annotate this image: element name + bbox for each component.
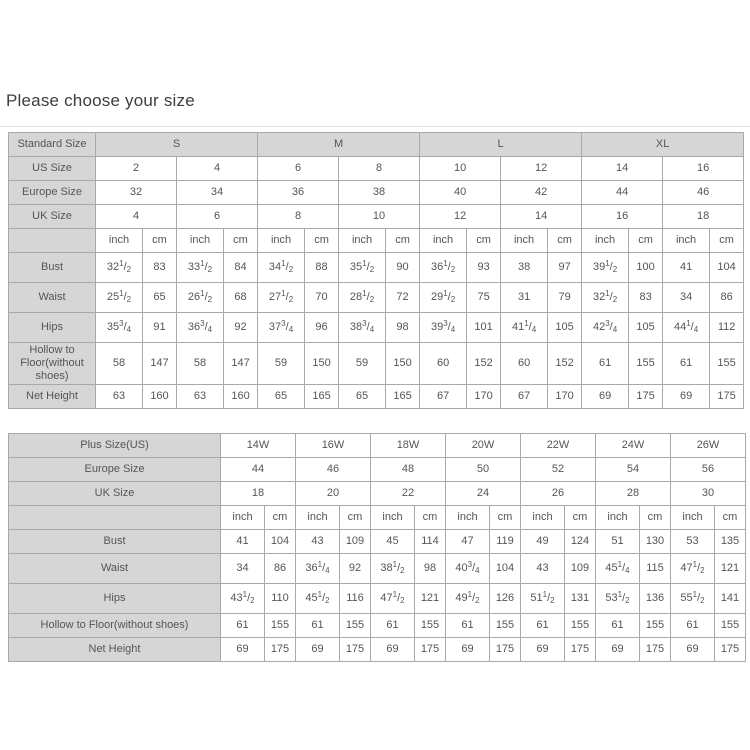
measure-inch-cell: 34 <box>663 283 710 313</box>
row-label-cell: Bust <box>9 530 221 554</box>
measure-cm-cell: 147 <box>224 343 258 385</box>
measure-inch-cell: $35^1/_2$ <box>339 253 386 283</box>
row-label-cell: Hollow to Floor(without shoes) <box>9 614 221 638</box>
unit-inch-cell: inch <box>671 506 715 530</box>
measure-cm-cell: 68 <box>224 283 258 313</box>
unit-cm-cell: cm <box>386 229 420 253</box>
measure-cm-cell: 135 <box>715 530 746 554</box>
size-value-cell: 46 <box>663 181 744 205</box>
measure-cm-cell: 165 <box>305 385 339 409</box>
measure-cm-cell: 79 <box>548 283 582 313</box>
row-label-cell: Plus Size(US) <box>9 434 221 458</box>
standard-size-table <box>8 132 744 409</box>
unit-header-row <box>9 506 746 530</box>
measure-cm-cell: 175 <box>640 638 671 662</box>
measure-row <box>9 554 746 584</box>
measure-cm-cell: 175 <box>340 638 371 662</box>
measure-cm-cell: 96 <box>305 313 339 343</box>
measure-inch-cell: $29^1/_2$ <box>420 283 467 313</box>
unit-cm-cell: cm <box>548 229 582 253</box>
measure-cm-cell: 155 <box>715 614 746 638</box>
measure-inch-cell: 61 <box>296 614 340 638</box>
measure-inch-cell: $41^1/_4$ <box>501 313 548 343</box>
size-row <box>9 482 746 506</box>
measure-inch-cell: $45^1/_4$ <box>596 554 640 584</box>
measure-cm-cell: 115 <box>640 554 671 584</box>
size-value-cell: 44 <box>582 181 663 205</box>
size-value-cell: 18 <box>663 205 744 229</box>
unit-cm-cell: cm <box>490 506 521 530</box>
size-group-cell: S <box>96 133 258 157</box>
measure-cm-cell: 131 <box>565 584 596 614</box>
measure-inch-cell: $43^1/_2$ <box>221 584 265 614</box>
unit-cm-cell: cm <box>340 506 371 530</box>
size-value-cell: 50 <box>446 458 521 482</box>
row-label-cell: Bust <box>9 253 96 283</box>
measure-cm-cell: 175 <box>710 385 744 409</box>
measure-inch-cell: 61 <box>671 614 715 638</box>
measure-inch-cell: 60 <box>501 343 548 385</box>
row-label-cell: Hips <box>9 313 96 343</box>
row-label-cell: Hips <box>9 584 221 614</box>
size-value-cell: 24W <box>596 434 671 458</box>
measure-cm-cell: 130 <box>640 530 671 554</box>
measure-cm-cell: 97 <box>548 253 582 283</box>
measure-row <box>9 313 744 343</box>
measure-cm-cell: 83 <box>629 283 663 313</box>
size-value-cell: 22W <box>521 434 596 458</box>
measure-cm-cell: 110 <box>265 584 296 614</box>
measure-inch-cell: 31 <box>501 283 548 313</box>
measure-cm-cell: 124 <box>565 530 596 554</box>
measure-cm-cell: 101 <box>467 313 501 343</box>
unit-inch-cell: inch <box>371 506 415 530</box>
size-value-cell: 46 <box>296 458 371 482</box>
row-label-cell: Net Height <box>9 638 221 662</box>
size-value-cell: 12 <box>420 205 501 229</box>
measure-cm-cell: 155 <box>415 614 446 638</box>
size-value-cell: 56 <box>671 458 746 482</box>
measure-inch-cell: 61 <box>521 614 565 638</box>
unit-inch-cell: inch <box>521 506 565 530</box>
measure-inch-cell: 47 <box>446 530 490 554</box>
size-value-cell: 52 <box>521 458 596 482</box>
measure-inch-cell: $34^1/_2$ <box>258 253 305 283</box>
measure-inch-cell: $39^3/_4$ <box>420 313 467 343</box>
measure-cm-cell: 114 <box>415 530 446 554</box>
size-row <box>9 181 744 205</box>
measure-inch-cell: 45 <box>371 530 415 554</box>
size-value-cell: 28 <box>596 482 671 506</box>
measure-cm-cell: 155 <box>640 614 671 638</box>
row-label-cell: Waist <box>9 283 96 313</box>
measure-row <box>9 343 744 385</box>
measure-cm-cell: 175 <box>415 638 446 662</box>
measure-cm-cell: 160 <box>143 385 177 409</box>
measure-inch-cell: 61 <box>221 614 265 638</box>
size-value-cell: 4 <box>96 205 177 229</box>
size-value-cell: 44 <box>221 458 296 482</box>
measure-cm-cell: 92 <box>224 313 258 343</box>
size-value-cell: 26 <box>521 482 596 506</box>
measure-inch-cell: 65 <box>258 385 305 409</box>
measure-inch-cell: $44^1/_4$ <box>663 313 710 343</box>
measure-cm-cell: 98 <box>386 313 420 343</box>
measure-cm-cell: 175 <box>629 385 663 409</box>
measure-inch-cell: 41 <box>221 530 265 554</box>
measure-cm-cell: 170 <box>548 385 582 409</box>
measure-inch-cell: $26^1/_2$ <box>177 283 224 313</box>
measure-cm-cell: 155 <box>340 614 371 638</box>
size-row <box>9 434 746 458</box>
measure-cm-cell: 141 <box>715 584 746 614</box>
size-row <box>9 205 744 229</box>
size-group-cell: M <box>258 133 420 157</box>
measure-row <box>9 253 744 283</box>
measure-cm-cell: 105 <box>548 313 582 343</box>
row-label-cell: Net Height <box>9 385 96 409</box>
measure-inch-cell: 43 <box>296 530 340 554</box>
measure-inch-cell: 69 <box>521 638 565 662</box>
measure-inch-cell: 67 <box>420 385 467 409</box>
corner-cell: Standard Size <box>9 133 96 157</box>
size-value-cell: 54 <box>596 458 671 482</box>
measure-inch-cell: $25^1/_2$ <box>96 283 143 313</box>
unit-cm-cell: cm <box>305 229 339 253</box>
unit-header-row <box>9 229 744 253</box>
size-row <box>9 157 744 181</box>
measure-inch-cell: $39^1/_2$ <box>582 253 629 283</box>
size-value-cell: 40 <box>420 181 501 205</box>
measure-inch-cell: $40^3/_4$ <box>446 554 490 584</box>
measure-inch-cell: $38^1/_2$ <box>371 554 415 584</box>
measure-inch-cell: 69 <box>446 638 490 662</box>
size-value-cell: 20W <box>446 434 521 458</box>
row-label-cell: US Size <box>9 157 96 181</box>
row-label-cell: Europe Size <box>9 458 221 482</box>
measure-inch-cell: 69 <box>671 638 715 662</box>
size-value-cell: 20 <box>296 482 371 506</box>
size-value-cell: 34 <box>177 181 258 205</box>
measure-inch-cell: $51^1/_2$ <box>521 584 565 614</box>
size-value-cell: 6 <box>177 205 258 229</box>
size-value-cell: 24 <box>446 482 521 506</box>
unit-cm-cell: cm <box>710 229 744 253</box>
measure-cm-cell: 175 <box>265 638 296 662</box>
size-group-header-row <box>9 133 744 157</box>
measure-cm-cell: 70 <box>305 283 339 313</box>
size-group-cell: L <box>420 133 582 157</box>
size-value-cell: 48 <box>371 458 446 482</box>
measure-cm-cell: 86 <box>265 554 296 584</box>
measure-cm-cell: 175 <box>715 638 746 662</box>
measure-inch-cell: $37^3/_4$ <box>258 313 305 343</box>
measure-inch-cell: 69 <box>296 638 340 662</box>
measure-cm-cell: 152 <box>548 343 582 385</box>
measure-row <box>9 530 746 554</box>
measure-cm-cell: 109 <box>565 554 596 584</box>
measure-cm-cell: 155 <box>565 614 596 638</box>
measure-inch-cell: $38^3/_4$ <box>339 313 386 343</box>
measure-row <box>9 385 744 409</box>
size-value-cell: 38 <box>339 181 420 205</box>
measure-inch-cell: $32^1/_2$ <box>582 283 629 313</box>
measure-cm-cell: 65 <box>143 283 177 313</box>
unit-cm-cell: cm <box>415 506 446 530</box>
measure-inch-cell: $36^1/_4$ <box>296 554 340 584</box>
unit-inch-cell: inch <box>258 229 305 253</box>
measure-inch-cell: $49^1/_2$ <box>446 584 490 614</box>
measure-inch-cell: $36^1/_2$ <box>420 253 467 283</box>
measure-cm-cell: 104 <box>710 253 744 283</box>
unit-cm-cell: cm <box>640 506 671 530</box>
measure-cm-cell: 121 <box>415 584 446 614</box>
unit-corner-cell <box>9 506 221 530</box>
measure-cm-cell: 84 <box>224 253 258 283</box>
row-label-cell: UK Size <box>9 482 221 506</box>
measure-cm-cell: 98 <box>415 554 446 584</box>
measure-row <box>9 283 744 313</box>
measure-cm-cell: 105 <box>629 313 663 343</box>
measure-cm-cell: 86 <box>710 283 744 313</box>
measure-inch-cell: 58 <box>96 343 143 385</box>
unit-inch-cell: inch <box>582 229 629 253</box>
size-value-cell: 10 <box>420 157 501 181</box>
size-value-cell: 36 <box>258 181 339 205</box>
measure-inch-cell: $47^1/_2$ <box>371 584 415 614</box>
unit-cm-cell: cm <box>224 229 258 253</box>
measure-inch-cell: $27^1/_2$ <box>258 283 305 313</box>
unit-inch-cell: inch <box>663 229 710 253</box>
measure-cm-cell: 150 <box>386 343 420 385</box>
measure-row <box>9 638 746 662</box>
measure-inch-cell: $47^1/_2$ <box>671 554 715 584</box>
unit-inch-cell: inch <box>446 506 490 530</box>
measure-inch-cell: 58 <box>177 343 224 385</box>
measure-inch-cell: 69 <box>582 385 629 409</box>
measure-cm-cell: 155 <box>490 614 521 638</box>
measure-cm-cell: 119 <box>490 530 521 554</box>
unit-cm-cell: cm <box>467 229 501 253</box>
measure-inch-cell: $32^1/_2$ <box>96 253 143 283</box>
row-label-cell: Waist <box>9 554 221 584</box>
measure-inch-cell: 53 <box>671 530 715 554</box>
unit-cm-cell: cm <box>143 229 177 253</box>
unit-inch-cell: inch <box>420 229 467 253</box>
measure-inch-cell: $55^1/_2$ <box>671 584 715 614</box>
measure-cm-cell: 104 <box>265 530 296 554</box>
measure-cm-cell: 170 <box>467 385 501 409</box>
measure-cm-cell: 175 <box>490 638 521 662</box>
measure-cm-cell: 90 <box>386 253 420 283</box>
measure-row <box>9 584 746 614</box>
measure-cm-cell: 175 <box>565 638 596 662</box>
size-value-cell: 4 <box>177 157 258 181</box>
title-divider <box>0 126 750 127</box>
measure-inch-cell: 69 <box>596 638 640 662</box>
measure-cm-cell: 150 <box>305 343 339 385</box>
row-label-cell: Europe Size <box>9 181 96 205</box>
size-value-cell: 18W <box>371 434 446 458</box>
unit-inch-cell: inch <box>221 506 265 530</box>
measure-inch-cell: 61 <box>596 614 640 638</box>
unit-corner-cell <box>9 229 96 253</box>
measure-cm-cell: 126 <box>490 584 521 614</box>
size-value-cell: 42 <box>501 181 582 205</box>
size-value-cell: 14W <box>221 434 296 458</box>
measure-cm-cell: 165 <box>386 385 420 409</box>
size-value-cell: 2 <box>96 157 177 181</box>
unit-inch-cell: inch <box>296 506 340 530</box>
measure-inch-cell: 65 <box>339 385 386 409</box>
measure-inch-cell: 38 <box>501 253 548 283</box>
unit-cm-cell: cm <box>715 506 746 530</box>
measure-inch-cell: $42^3/_4$ <box>582 313 629 343</box>
measure-cm-cell: 152 <box>467 343 501 385</box>
measure-inch-cell: 61 <box>582 343 629 385</box>
measure-inch-cell: 49 <box>521 530 565 554</box>
measure-inch-cell: 67 <box>501 385 548 409</box>
measure-inch-cell: 69 <box>663 385 710 409</box>
measure-cm-cell: 91 <box>143 313 177 343</box>
measure-inch-cell: 59 <box>258 343 305 385</box>
measure-cm-cell: 100 <box>629 253 663 283</box>
size-group-cell: XL <box>582 133 744 157</box>
measure-inch-cell: 51 <box>596 530 640 554</box>
measure-cm-cell: 72 <box>386 283 420 313</box>
measure-inch-cell: 63 <box>177 385 224 409</box>
measure-cm-cell: 155 <box>710 343 744 385</box>
measure-cm-cell: 116 <box>340 584 371 614</box>
size-row <box>9 458 746 482</box>
size-value-cell: 16W <box>296 434 371 458</box>
size-value-cell: 14 <box>582 157 663 181</box>
measure-cm-cell: 155 <box>265 614 296 638</box>
size-value-cell: 30 <box>671 482 746 506</box>
measure-cm-cell: 160 <box>224 385 258 409</box>
measure-cm-cell: 75 <box>467 283 501 313</box>
measure-inch-cell: $36^3/_4$ <box>177 313 224 343</box>
measure-inch-cell: 34 <box>221 554 265 584</box>
row-label-cell: UK Size <box>9 205 96 229</box>
size-value-cell: 10 <box>339 205 420 229</box>
unit-inch-cell: inch <box>501 229 548 253</box>
size-value-cell: 18 <box>221 482 296 506</box>
size-value-cell: 32 <box>96 181 177 205</box>
measure-cm-cell: 93 <box>467 253 501 283</box>
measure-inch-cell: 61 <box>663 343 710 385</box>
size-value-cell: 16 <box>582 205 663 229</box>
measure-cm-cell: 88 <box>305 253 339 283</box>
measure-inch-cell: 59 <box>339 343 386 385</box>
measure-inch-cell: 69 <box>371 638 415 662</box>
unit-inch-cell: inch <box>177 229 224 253</box>
measure-inch-cell: $28^1/_2$ <box>339 283 386 313</box>
measure-cm-cell: 83 <box>143 253 177 283</box>
measure-inch-cell: 61 <box>371 614 415 638</box>
measure-inch-cell: 41 <box>663 253 710 283</box>
plus-size-table <box>8 433 746 662</box>
measure-inch-cell: 69 <box>221 638 265 662</box>
size-value-cell: 16 <box>663 157 744 181</box>
measure-cm-cell: 155 <box>629 343 663 385</box>
unit-inch-cell: inch <box>596 506 640 530</box>
size-value-cell: 8 <box>258 205 339 229</box>
measure-inch-cell: 60 <box>420 343 467 385</box>
measure-cm-cell: 136 <box>640 584 671 614</box>
measure-cm-cell: 112 <box>710 313 744 343</box>
unit-cm-cell: cm <box>629 229 663 253</box>
size-value-cell: 26W <box>671 434 746 458</box>
unit-inch-cell: inch <box>339 229 386 253</box>
measure-cm-cell: 121 <box>715 554 746 584</box>
size-value-cell: 8 <box>339 157 420 181</box>
size-value-cell: 14 <box>501 205 582 229</box>
measure-cm-cell: 109 <box>340 530 371 554</box>
measure-inch-cell: $45^1/_2$ <box>296 584 340 614</box>
unit-cm-cell: cm <box>565 506 596 530</box>
measure-cm-cell: 104 <box>490 554 521 584</box>
measure-inch-cell: $53^1/_2$ <box>596 584 640 614</box>
measure-inch-cell: 43 <box>521 554 565 584</box>
row-label-cell: Hollow to Floor(without shoes) <box>9 343 96 385</box>
measure-inch-cell: $33^1/_2$ <box>177 253 224 283</box>
measure-row <box>9 614 746 638</box>
size-value-cell: 22 <box>371 482 446 506</box>
measure-inch-cell: 63 <box>96 385 143 409</box>
measure-inch-cell: 61 <box>446 614 490 638</box>
size-value-cell: 6 <box>258 157 339 181</box>
measure-cm-cell: 92 <box>340 554 371 584</box>
unit-cm-cell: cm <box>265 506 296 530</box>
unit-inch-cell: inch <box>96 229 143 253</box>
measure-inch-cell: $35^3/_4$ <box>96 313 143 343</box>
size-value-cell: 12 <box>501 157 582 181</box>
measure-cm-cell: 147 <box>143 343 177 385</box>
page-title: Please choose your size <box>6 91 195 110</box>
